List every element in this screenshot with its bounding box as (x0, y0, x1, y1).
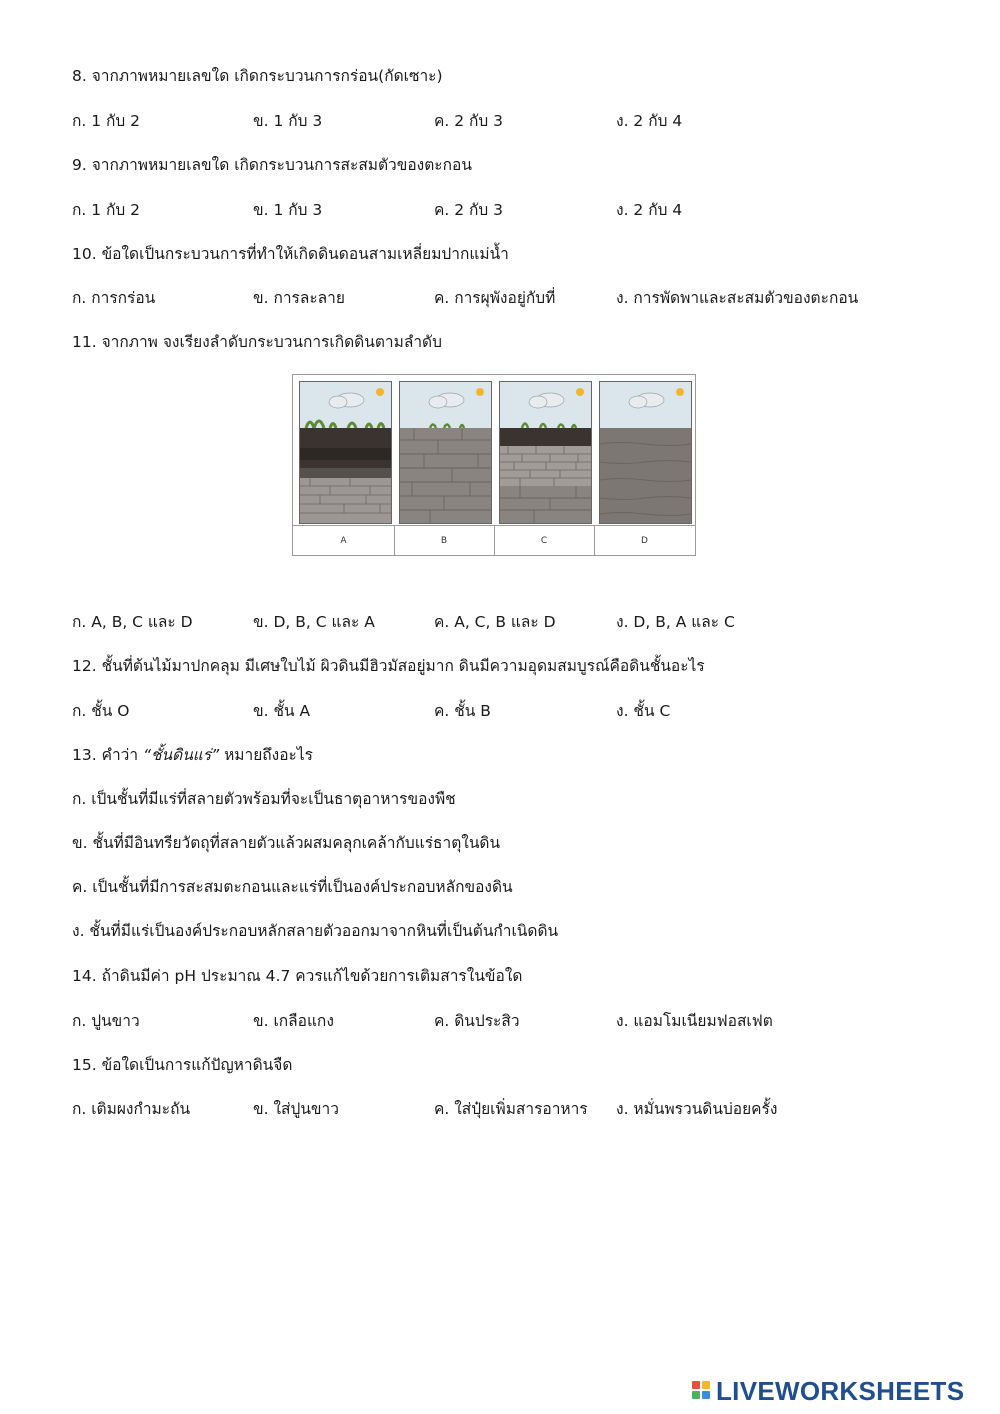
soil-formation-figure (292, 374, 696, 556)
option-c[interactable]: ค. ใส่ปุ๋ยเพิ่มสารอาหาร (434, 1100, 588, 1118)
logo-square-icon (702, 1391, 710, 1399)
option-c[interactable]: ค. 2 กับ 3 (434, 112, 504, 130)
option-a[interactable]: ก. ชั้น O (72, 702, 130, 720)
answer-c[interactable]: ค. เป็นชั้นที่มีการสะสมตะกอนและแร่ที่เป็นองค์ประกอบหลักของดิน (72, 878, 513, 896)
option-d[interactable]: ง. ชั้น C (616, 702, 671, 720)
answer-a[interactable]: ก. เป็นชั้นที่มีแร่ที่สลายตัวพร้อมที่จะเป็นธาตุอาหารของพืช (72, 790, 456, 808)
option-a[interactable]: ก. การกร่อน (72, 289, 156, 307)
option-c[interactable]: ค. 2 กับ 3 (434, 201, 504, 219)
option-d[interactable]: ง. แอมโมเนียมฟอสเฟต (616, 1012, 773, 1030)
option-d[interactable]: ง. 2 กับ 4 (616, 201, 683, 219)
question-13 (72, 742, 313, 767)
question-12: 12. ชั้นที่ต้นไม้มาปกคลุม มีเศษใบไม้ ผิวดินมีฮิวมัสอยู่มาก ดินมีความอุดมสมบูรณ์คือดินชั้นอะไร (72, 657, 705, 675)
logo-square-icon (692, 1391, 700, 1399)
option-b[interactable]: ข. 1 กับ 3 (253, 112, 323, 130)
soil-panel-b (399, 381, 492, 524)
question-10: 10. ข้อใดเป็นกระบวนการที่ทำให้เกิดดินดอนสามเหลี่ยมปากแม่น้ำ (72, 245, 509, 263)
label-d: D (641, 536, 648, 546)
option-c[interactable]: ค. ชั้น B (434, 702, 491, 720)
option-a[interactable]: ก. ปูนขาว (72, 1012, 140, 1030)
label-c: C (540, 536, 548, 546)
logo-square-icon (692, 1381, 700, 1389)
option-b[interactable]: ข. ใส่ปูนขาว (253, 1100, 339, 1118)
soil-panel-c (499, 381, 592, 524)
question-8: 8. จากภาพหมายเลขใด เกิดกระบวนการกร่อน(กัดเซาะ) (72, 67, 443, 85)
figure-caption-row (293, 525, 695, 556)
label-b: B (440, 536, 448, 546)
soil-panel-d (599, 381, 692, 524)
soil-panel-a (299, 381, 392, 524)
option-b[interactable]: ข. เกลือแกง (253, 1012, 334, 1030)
option-d[interactable]: ง. การพัดพาและสะสมตัวของตะกอน (616, 289, 859, 307)
option-b[interactable]: ข. ชั้น A (253, 702, 311, 720)
question-13-term: “ชั้นดินแร่” (142, 746, 220, 764)
option-c[interactable]: ค. A, C, B และ D (434, 613, 556, 631)
option-a[interactable]: ก. เติมผงกำมะถัน (72, 1100, 191, 1118)
question-13-prefix: 13. คำว่า (72, 746, 143, 764)
label-a: A (340, 536, 347, 546)
logo-text: LIVEWORKSHEETS (716, 1376, 965, 1406)
option-a[interactable]: ก. 1 กับ 2 (72, 201, 141, 219)
question-11: 11. จากภาพ จงเรียงลำดับกระบวนการเกิดดินตามลำดับ (72, 333, 442, 351)
answer-d[interactable]: ง. ชั้นที่มีแร่เป็นองค์ประกอบหลักสลายตัวออกมาจากหินที่เป็นต้นกำเนิดดิน (72, 922, 559, 940)
option-c[interactable]: ค. ดินประสิว (434, 1012, 520, 1030)
option-c[interactable]: ค. การผุพังอยู่กับที่ (434, 289, 556, 307)
logo-square-icon (702, 1381, 710, 1389)
option-d[interactable]: ง. D, B, A และ C (616, 613, 735, 631)
option-a[interactable]: ก. 1 กับ 2 (72, 112, 141, 130)
answer-b[interactable]: ข. ชั้นที่มีอินทรียวัตถุที่สลายตัวแล้วผสมคลุกเคล้ากับแร่ธาตุในดิน (72, 834, 501, 852)
option-d[interactable]: ง. หมั่นพรวนดินบ่อยครั้ง (616, 1100, 778, 1118)
question-14: 14. ถ้าดินมีค่า pH ประมาณ 4.7 ควรแก้ไขด้วยการเติมสารในข้อใด (72, 967, 523, 985)
option-b[interactable]: ข. การละลาย (253, 289, 345, 307)
option-b[interactable]: ข. 1 กับ 3 (253, 201, 323, 219)
question-9: 9. จากภาพหมายเลขใด เกิดกระบวนการสะสมตัวของตะกอน (72, 156, 472, 174)
option-a[interactable]: ก. A, B, C และ D (72, 613, 193, 631)
question-15: 15. ข้อใดเป็นการแก้ปัญหาดินจืด (72, 1056, 293, 1074)
option-b[interactable]: ข. D, B, C และ A (253, 613, 375, 631)
option-d[interactable]: ง. 2 กับ 4 (616, 112, 683, 130)
question-13-suffix: หมายถึงอะไร (219, 746, 313, 764)
